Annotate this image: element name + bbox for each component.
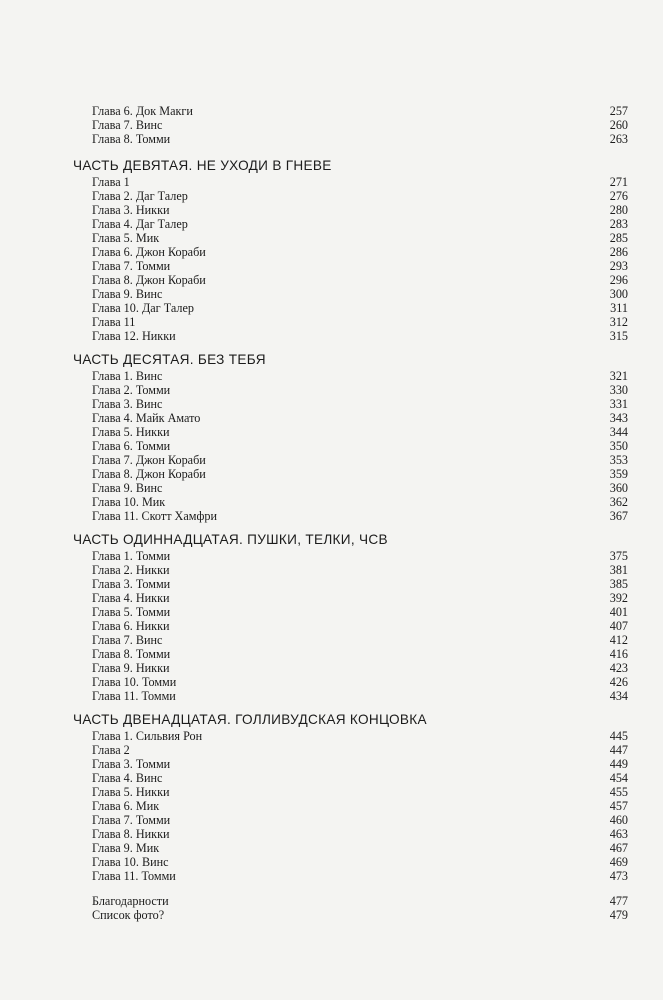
- dot-leader: [174, 592, 606, 602]
- entry-page-number: 477: [609, 894, 628, 908]
- toc-entry: [73, 633, 628, 647]
- entry-label: Глава 8. Томми: [92, 132, 171, 146]
- toc-entry: [73, 217, 628, 231]
- entry-page-number: 285: [609, 231, 628, 245]
- dot-leader: [180, 690, 606, 700]
- entry-page-number: 330: [609, 383, 628, 397]
- entry-page-number: 286: [609, 245, 628, 259]
- entry-label: Глава 3. Томми: [92, 757, 171, 771]
- dot-leader: [174, 648, 606, 658]
- entry-page-number: 416: [609, 647, 628, 661]
- toc-entry: [73, 369, 628, 383]
- dot-leader: [192, 190, 606, 200]
- toc-entry: [73, 439, 628, 453]
- dot-leader: [192, 218, 606, 228]
- dot-leader: [173, 856, 606, 866]
- toc-entry: [73, 467, 628, 481]
- entry-label: Глава 4. Никки: [92, 591, 170, 605]
- entry-label: Благодарности: [92, 894, 169, 908]
- entry-label: Глава 7. Томми: [92, 259, 171, 273]
- entry-label: Глава 5. Никки: [92, 785, 170, 799]
- toc-entry: [73, 563, 628, 577]
- dot-leader: [166, 398, 606, 408]
- dot-leader: [174, 440, 606, 450]
- entry-label: Глава 8. Джон Кораби: [92, 273, 206, 287]
- toc-entry: [73, 481, 628, 495]
- entry-label: Глава 9. Винс: [92, 481, 163, 495]
- entry-label: Глава 9. Мик: [92, 841, 160, 855]
- entry-page-number: 359: [609, 467, 628, 481]
- dot-leader: [166, 288, 606, 298]
- toc-entry: [73, 329, 628, 343]
- entry-page-number: 296: [609, 273, 628, 287]
- entry-label: Глава 6. Мик: [92, 799, 160, 813]
- toc-entry: [73, 813, 628, 827]
- toc-entry: [73, 619, 628, 633]
- dot-leader: [174, 758, 606, 768]
- toc-entry: [73, 509, 628, 523]
- toc-entry: [73, 397, 628, 411]
- dot-leader: [134, 744, 606, 754]
- entry-page-number: 283: [609, 217, 628, 231]
- entry-page-number: 454: [609, 771, 628, 785]
- entry-label: Глава 1. Винс: [92, 369, 163, 383]
- dot-leader: [206, 730, 606, 740]
- entry-page-number: 311: [610, 301, 628, 315]
- entry-label: Глава 2. Томми: [92, 383, 171, 397]
- entry-label: Глава 7. Томми: [92, 813, 171, 827]
- dot-leader: [221, 510, 606, 520]
- part-title: ЧАСТЬ ДЕСЯТАЯ. БЕЗ ТЕБЯ: [73, 352, 266, 367]
- toc-entry: [73, 315, 628, 329]
- toc-entry: [73, 605, 628, 619]
- dot-leader: [204, 412, 606, 422]
- dot-leader: [180, 330, 606, 340]
- entry-label: Глава 7. Джон Кораби: [92, 453, 206, 467]
- entry-page-number: 353: [609, 453, 628, 467]
- toc-section: [73, 352, 628, 523]
- entry-label: Глава 1: [92, 175, 130, 189]
- entry-label: Глава 2. Даг Талер: [92, 189, 188, 203]
- entry-page-number: 447: [609, 743, 628, 757]
- dot-leader: [174, 814, 606, 824]
- toc-entry: [73, 869, 628, 883]
- toc-entry: [73, 231, 628, 245]
- entry-label: Глава 6. Никки: [92, 619, 170, 633]
- toc-entry: [73, 411, 628, 425]
- toc-entry: [73, 259, 628, 273]
- entry-label: Глава 5. Никки: [92, 425, 170, 439]
- dot-leader: [173, 895, 606, 905]
- dot-leader: [166, 634, 606, 644]
- entry-page-number: 479: [609, 908, 628, 922]
- toc-entry: [73, 273, 628, 287]
- entry-page-number: 469: [609, 855, 628, 869]
- toc-entry: [73, 495, 628, 509]
- entry-label: Глава 9. Никки: [92, 661, 170, 675]
- dot-leader: [174, 260, 606, 270]
- entry-label: Глава 11: [92, 315, 136, 329]
- toc-entry: [73, 757, 628, 771]
- entry-label: Глава 6. Док Макги: [92, 104, 193, 118]
- toc-entry: [73, 301, 628, 315]
- entry-label: Глава 12. Никки: [92, 329, 176, 343]
- dot-leader: [174, 564, 606, 574]
- toc-entry: [73, 591, 628, 605]
- entry-label: Глава 3. Винс: [92, 397, 163, 411]
- dot-leader: [174, 204, 606, 214]
- entry-label: Список фото?: [92, 908, 165, 922]
- entry-label: Глава 4. Майк Амато: [92, 411, 201, 425]
- dot-leader: [198, 302, 606, 312]
- entry-page-number: 367: [609, 509, 628, 523]
- entry-page-number: 350: [609, 439, 628, 453]
- dot-leader: [174, 426, 606, 436]
- entry-page-number: 449: [609, 757, 628, 771]
- toc-section: [73, 104, 628, 146]
- dot-leader: [210, 274, 606, 284]
- entry-page-number: 381: [609, 563, 628, 577]
- dot-leader: [163, 800, 606, 810]
- entry-page-number: 385: [609, 577, 628, 591]
- toc-entry: [73, 104, 628, 118]
- entry-page-number: 263: [609, 132, 628, 146]
- toc-entry: [73, 827, 628, 841]
- entry-label: Глава 10. Винс: [92, 855, 169, 869]
- dot-leader: [166, 482, 606, 492]
- entry-label: Глава 10. Томми: [92, 675, 177, 689]
- entry-label: Глава 4. Винс: [92, 771, 163, 785]
- entry-label: Глава 4. Даг Талер: [92, 217, 188, 231]
- toc-entry: [73, 549, 628, 563]
- toc-entry: [73, 743, 628, 757]
- entry-page-number: 271: [609, 175, 628, 189]
- entry-page-number: 280: [609, 203, 628, 217]
- toc-entry: [73, 675, 628, 689]
- dot-leader: [139, 316, 606, 326]
- toc-entry: [73, 132, 628, 146]
- dot-leader: [210, 454, 606, 464]
- entry-page-number: 473: [609, 869, 628, 883]
- dot-leader: [174, 786, 606, 796]
- entry-page-number: 312: [609, 315, 628, 329]
- toc-section: [73, 158, 628, 343]
- toc-entry: [73, 689, 628, 703]
- dot-leader: [169, 496, 606, 506]
- dot-leader: [163, 842, 606, 852]
- entry-page-number: 460: [609, 813, 628, 827]
- dot-leader: [174, 133, 606, 143]
- toc-entry: [73, 841, 628, 855]
- part-title: ЧАСТЬ ОДИННАДЦАТАЯ. ПУШКИ, ТЕЛКИ, ЧСВ: [73, 532, 388, 547]
- part-title: ЧАСТЬ ДЕВЯТАЯ. НЕ УХОДИ В ГНЕВЕ: [73, 158, 332, 173]
- entry-label: Глава 6. Джон Кораби: [92, 245, 206, 259]
- dot-leader: [197, 105, 606, 115]
- dot-leader: [174, 662, 606, 672]
- entry-label: Глава 3. Томми: [92, 577, 171, 591]
- table-of-contents: [73, 104, 628, 922]
- entry-label: Глава 11. Скотт Хамфри: [92, 509, 217, 523]
- entry-label: Глава 1. Томми: [92, 549, 171, 563]
- entry-label: Глава 10. Даг Талер: [92, 301, 194, 315]
- dot-leader: [174, 578, 606, 588]
- entry-page-number: 467: [609, 841, 628, 855]
- entry-page-number: 426: [609, 675, 628, 689]
- toc-section: [73, 712, 628, 883]
- dot-leader: [210, 246, 606, 256]
- dot-leader: [166, 119, 606, 129]
- entry-page-number: 343: [609, 411, 628, 425]
- entry-page-number: 344: [609, 425, 628, 439]
- entry-page-number: 434: [609, 689, 628, 703]
- toc-entry: [73, 729, 628, 743]
- entry-page-number: 362: [609, 495, 628, 509]
- part-title: ЧАСТЬ ДВЕНАДЦАТАЯ. ГОЛЛИВУДСКАЯ КОНЦОВКА: [73, 712, 427, 727]
- toc-entry: [73, 855, 628, 869]
- entry-page-number: 407: [609, 619, 628, 633]
- entry-label: Глава 10. Мик: [92, 495, 166, 509]
- toc-entry: [73, 799, 628, 813]
- toc-entry: [73, 647, 628, 661]
- entry-page-number: 321: [609, 369, 628, 383]
- toc-entry: [73, 771, 628, 785]
- entry-page-number: 463: [609, 827, 628, 841]
- dot-leader: [174, 828, 606, 838]
- entry-label: Глава 5. Мик: [92, 231, 160, 245]
- entry-page-number: 457: [609, 799, 628, 813]
- toc-entry: [73, 661, 628, 675]
- entry-label: Глава 8. Томми: [92, 647, 171, 661]
- entry-page-number: 412: [609, 633, 628, 647]
- dot-leader: [180, 676, 606, 686]
- toc-entry: [73, 425, 628, 439]
- entry-page-number: 455: [609, 785, 628, 799]
- entry-page-number: 276: [609, 189, 628, 203]
- entry-page-number: 375: [609, 549, 628, 563]
- toc-entry: [73, 118, 628, 132]
- entry-page-number: 360: [609, 481, 628, 495]
- toc-extra-entry: [73, 894, 628, 908]
- dot-leader: [180, 870, 606, 880]
- toc-extra-entry: [73, 908, 628, 922]
- entry-label: Глава 2: [92, 743, 130, 757]
- entry-page-number: 300: [609, 287, 628, 301]
- entry-page-number: 257: [609, 104, 628, 118]
- toc-entry: [73, 287, 628, 301]
- entry-page-number: 392: [609, 591, 628, 605]
- entry-page-number: 423: [609, 661, 628, 675]
- toc-entry: [73, 245, 628, 259]
- entry-label: Глава 9. Винс: [92, 287, 163, 301]
- entry-label: Глава 11. Томми: [92, 689, 176, 703]
- dot-leader: [134, 176, 606, 186]
- entry-label: Глава 11. Томми: [92, 869, 176, 883]
- dot-leader: [166, 772, 606, 782]
- entry-label: Глава 6. Томми: [92, 439, 171, 453]
- entry-label: Глава 5. Томми: [92, 605, 171, 619]
- entry-page-number: 401: [609, 605, 628, 619]
- entry-label: Глава 8. Никки: [92, 827, 170, 841]
- entry-label: Глава 7. Винс: [92, 633, 163, 647]
- dot-leader: [168, 909, 606, 919]
- toc-entry: [73, 383, 628, 397]
- entry-label: Глава 3. Никки: [92, 203, 170, 217]
- toc-extras: [73, 894, 628, 922]
- toc-entry: [73, 577, 628, 591]
- toc-entry: [73, 203, 628, 217]
- entry-page-number: 445: [609, 729, 628, 743]
- toc-entry: [73, 189, 628, 203]
- entry-page-number: 331: [609, 397, 628, 411]
- dot-leader: [174, 550, 606, 560]
- dot-leader: [174, 606, 606, 616]
- toc-entry: [73, 175, 628, 189]
- toc-entry: [73, 453, 628, 467]
- entry-page-number: 293: [609, 259, 628, 273]
- toc-entry: [73, 785, 628, 799]
- entry-label: Глава 7. Винс: [92, 118, 163, 132]
- dot-leader: [174, 620, 606, 630]
- toc-section: [73, 532, 628, 703]
- dot-leader: [166, 370, 606, 380]
- dot-leader: [210, 468, 606, 478]
- entry-page-number: 260: [609, 118, 628, 132]
- entry-page-number: 315: [609, 329, 628, 343]
- dot-leader: [174, 384, 606, 394]
- entry-label: Глава 2. Никки: [92, 563, 170, 577]
- entry-label: Глава 1. Сильвия Рон: [92, 729, 203, 743]
- entry-label: Глава 8. Джон Кораби: [92, 467, 206, 481]
- dot-leader: [163, 232, 606, 242]
